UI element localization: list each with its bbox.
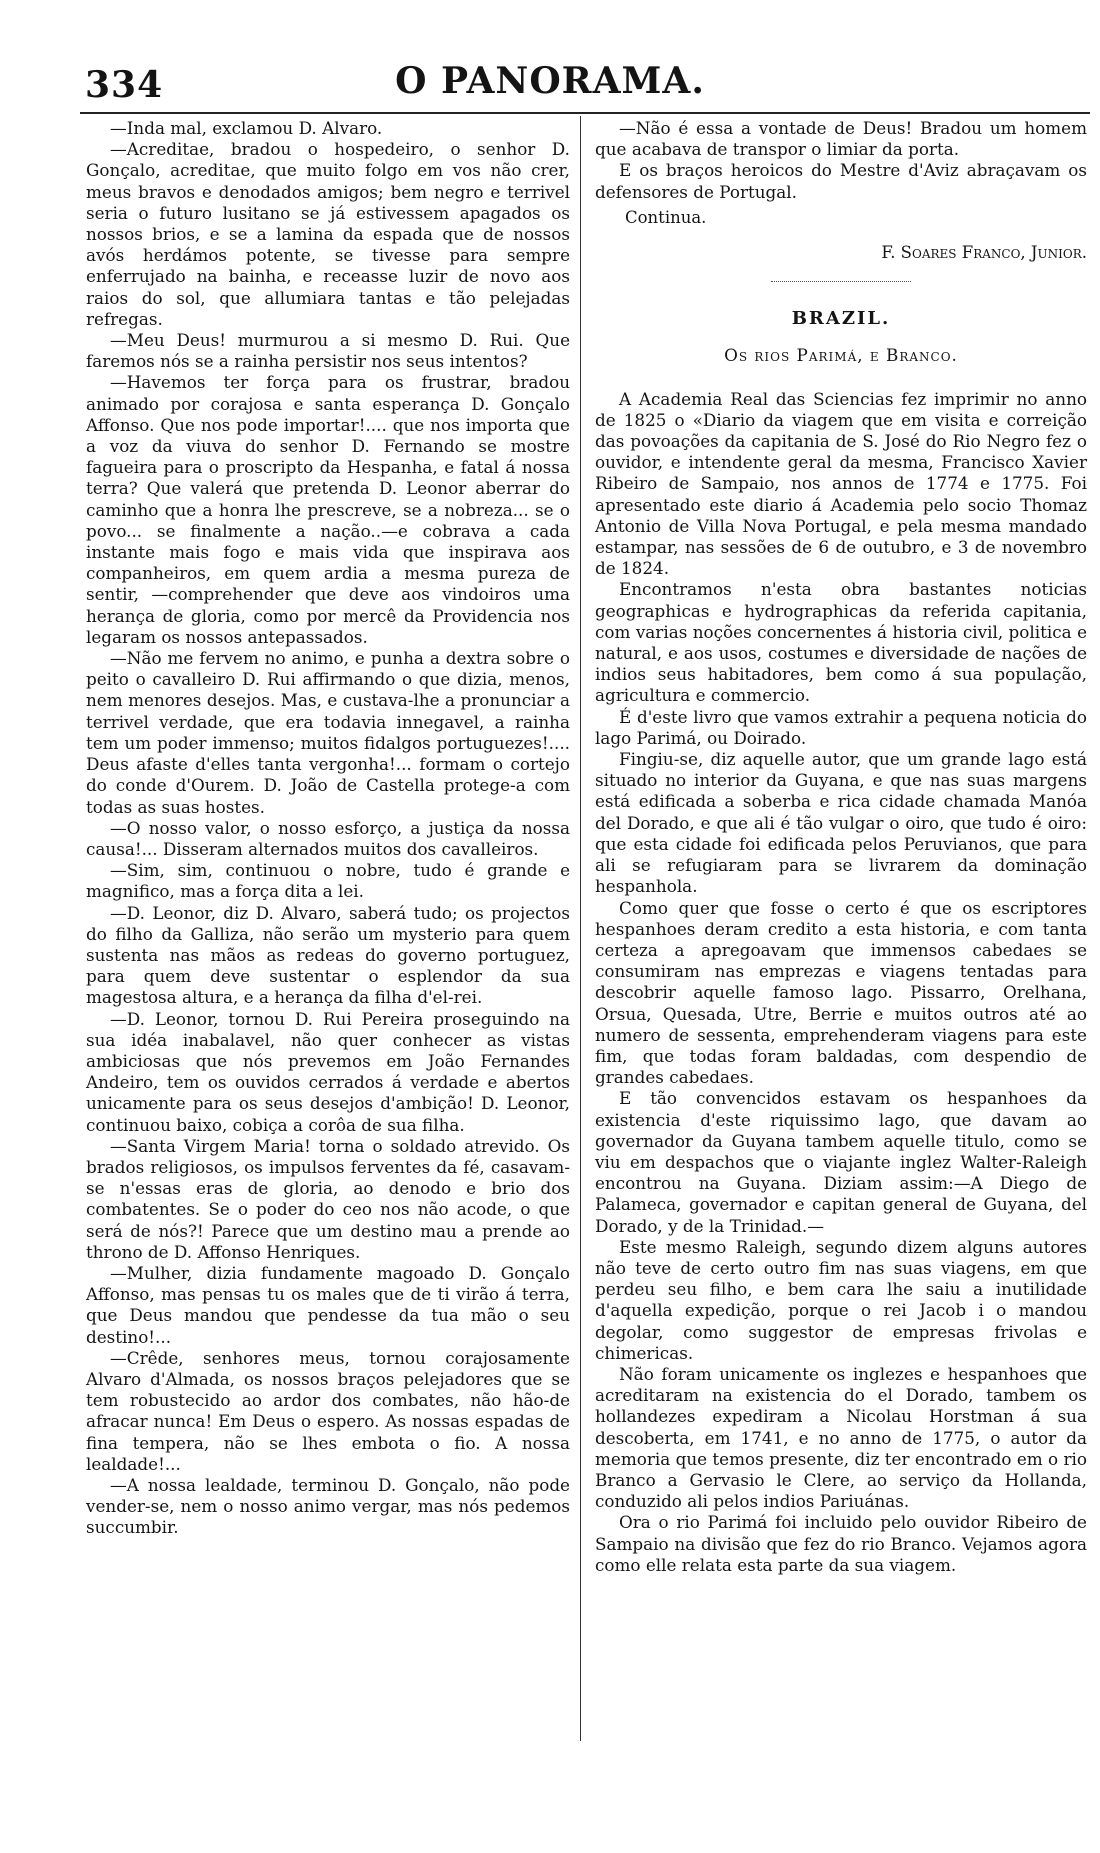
- paragraph: Ora o rio Parimá foi incluido pelo ouvidor Ribeiro de Sampaio na divisão que fez do rio Branco. Vejamos agora como elle relata esta parte da sua viagem.: [595, 1512, 1087, 1575]
- page-number: 334: [85, 64, 164, 106]
- paragraph: Fingiu-se, diz aquelle autor, que um grande lago está situado no interior da Guyana, e que nas suas margens está edificada a soberba e rica cidade chamada Manóa del Dorado, e que ali é tão vulgar o oiro, que tudo é oiro: que esta cidade foi edificada pelos Peruvianos, que para ali se refugiaram para se livrarem da dominação hespanhola.: [595, 749, 1087, 897]
- paragraph: —Mulher, dizia fundamente magoado D. Gonçalo Affonso, mas pensas tu os males que de ti virão á terra, que Deus mandou que pendesse da tua mão o seu destino!...: [86, 1262, 570, 1347]
- section-separator: [771, 281, 911, 282]
- paragraph: A Academia Real das Sciencias fez imprimir no anno de 1825 o «Diario da viagem que em visita e correição das povoações da capitania de S. José do Rio Negro fez o ouvidor, e intendente geral da mesma, Francisco Xavier Ribeiro de Sampaio, nos annos de 1774 e 1775. Foi apresentado este diario á Academia pelo socio Thomaz Antonio de Villa Nova Portugal, e pela mesma mandado estampar, nas sessões de 6 de outubro, e 3 de novembro de 1824.: [595, 388, 1087, 579]
- author-signature: [595, 242, 1087, 263]
- paragraph: —Meu Deus! murmurou a si mesmo D. Rui. Que faremos nós se a rainha persistir nos seus intentos?: [86, 330, 570, 372]
- paragraph: —Santa Virgem Maria! torna o soldado atrevido. Os brados religiosos, os impulsos ferventes da fé, casavam-se n'essas eras de gloria, ao denodo e brio dos combatentes. Se o poder do ceo nos não acode, o que será de nós?! Parece que um destino mau a prende ao throno de D. Affonso Henriques.: [86, 1135, 570, 1262]
- paragraph: Não foram unicamente os inglezes e hespanhoes que acreditaram na existencia do el Dorado, tambem os hollandezes expediram a Nicolau Horstman á sua descoberta, em 1741, e no anno de 1775, o autor da memoria que temos presente, diz ter encontrado em o rio Branco a Gervasio le Clere, ao serviço da Hollanda, conduzido ali pelos indios Pariuánas.: [595, 1363, 1087, 1512]
- paragraph: E os braços heroicos do Mestre d'Aviz abraçavam os defensores de Portugal.: [595, 160, 1087, 202]
- section-title: BRAZIL.: [791, 308, 891, 330]
- left-column: [86, 118, 570, 1539]
- paragraph: Este mesmo Raleigh, segundo dizem alguns autores não teve de certo outro fim nas suas viagens, em que perdeu seu filho, e bem cara lhe saiu a inutilidade d'aquella expedição, porque o rei Jacob i o mandou degolar, como suggestor de empresas frivolas e chimericas.: [595, 1236, 1087, 1363]
- paragraph: —Não é essa a vontade de Deus! Bradou um homem que acabava de transpor o limiar da porta.: [595, 118, 1087, 160]
- continua-note: Continua.: [625, 207, 707, 227]
- paragraph: —Havemos ter força para os frustrar, bradou animado por corajosa e santa esperança D. Gonçalo Affonso. Que nos pode importar!.... que nos importa que a voz da viuva do senhor D. Fernando se mostre fagueira para o proscripto da Hespanha, e fatal á nossa terra? Que valerá que pretenda D. Leonor aberrar do caminho que a honra lhe prescreve, se a nobreza... se o povo... se finalmente a nação..—e cobrava a cada instante mais fogo e mais vida que inspirava aos companheiros, em quem ardia a mesma pureza de sentir, —comprehender que deve aos vindoiros uma herança de gloria, como por mercê da Providencia nos legaram os nossos antepassados.: [86, 372, 570, 647]
- right-column: [595, 118, 1087, 1576]
- author-signature-text: F. Soares Franco, Junior.: [881, 243, 1087, 263]
- header-rule: [80, 112, 1090, 114]
- paragraph: Encontramos n'esta obra bastantes noticias geographicas e hydrographicas da referida capitania, com varias noções concernentes á historia civil, politica e natural, e aos usos, costumes e diversidade de nações de indios seus habitadores, bem como á sua população, agricultura e commercio.: [595, 579, 1087, 706]
- paragraph: É d'este livro que vamos extrahir a pequena noticia do lago Parimá, ou Doirado.: [595, 706, 1087, 748]
- journal-title: O PANORAMA.: [395, 60, 705, 102]
- paragraph: —Crêde, senhores meus, tornou corajosamente Alvaro d'Almada, os nossos braços pelejadores que se tem robustecido ao ardor dos combates, não hão-de afracar nunca! Em Deus o espero. As nossas espadas de fina tempera, não se lhes embota o fio. A nossa lealdade!...: [86, 1347, 570, 1474]
- section-subtitle: Os rios Parimá, e Branco.: [724, 345, 958, 366]
- paragraph: —Inda mal, exclamou D. Alvaro.: [110, 118, 383, 138]
- paragraph: E tão convencidos estavam os hespanhoes da existencia d'este riquissimo lago, que davam ao governador da Guyana tambem aquelle titulo, como se viu em despachos que o viajante inglez Walter-Raleigh encontrou na Guyana. Diziam assim:—A Diego de Palameca, governador e capitan general de Guyana, del Dorado, y de la Trinidad.—: [595, 1088, 1087, 1236]
- paragraph: —D. Leonor, tornou D. Rui Pereira proseguindo na sua idéa inabalavel, não quer conhecer as vistas ambiciosas que nós prevemos em João Fernandes Andeiro, tem os ouvidos cerrados á verdade e abertos unicamente para os seus desejos d'ambição! D. Leonor, continuou baixo, cobiça a corôa de sua filha.: [86, 1008, 570, 1135]
- column-divider: [580, 116, 581, 1741]
- paragraph: —Sim, sim, continuou o nobre, tudo é grande e magnifico, mas a força dita a lei.: [86, 860, 570, 902]
- paragraph: —D. Leonor, diz D. Alvaro, saberá tudo; os projectos do filho da Galliza, não serão um mysterio para quem sustenta nas mãos as redeas do governo portuguez, para quem deve sustentar o esplendor da sua magestosa altura, e a herança da filha d'el-rei.: [86, 902, 570, 1008]
- paragraph: —Acreditae, bradou o hospedeiro, o senhor D. Gonçalo, acreditae, que muito folgo em vos não crer, meus bravos e denodados amigos; bem negro e terrivel seria o futuro lusitano se já estivessem apagados os nossos brios, e se a lamina da espada que de nossos avós herdámos potente, se tivesse para sempre enferrujado na bainha, e receasse luzir de novo aos raios do sol, que allumiara tantas e tão pelejadas refregas.: [86, 139, 570, 329]
- paragraph: Como quer que fosse o certo é que os escriptores hespanhoes deram credito a esta historia, e com tanta certeza a apregoavam que immensos cabedaes se consumiram nas emprezas e viagens tentadas para descobrir aquelle famoso lago. Pissarro, Orelhana, Orsua, Quesada, Utre, Berrie e muitos outros até ao numero de sessenta, emprehenderam viagens para este fim, que todas foram baldadas, com despendio de grandes cabedaes.: [595, 897, 1087, 1088]
- paragraph: —Não me fervem no animo, e punha a dextra sobre o peito o cavalleiro D. Rui affirmando o que dizia, menos, nem menores desejos. Mas, e custava-lhe a pronunciar a terrivel verdade, que era todavia innegavel, a rainha tem um poder immenso; muitos fidalgos portuguezes!.... Deus afaste d'elles tanta vergonha!... formam o cortejo do conde d'Ourem. D. João de Castella protege-a com todas as suas hostes.: [86, 648, 570, 817]
- paragraph: —O nosso valor, o nosso esforço, a justiça da nossa causa!... Disseram alternados muitos dos cavalleiros.: [86, 817, 570, 859]
- paragraph: —A nossa lealdade, terminou D. Gonçalo, não pode vender-se, nem o nosso animo vergar, mas nós pedemos succumbir.: [86, 1475, 570, 1538]
